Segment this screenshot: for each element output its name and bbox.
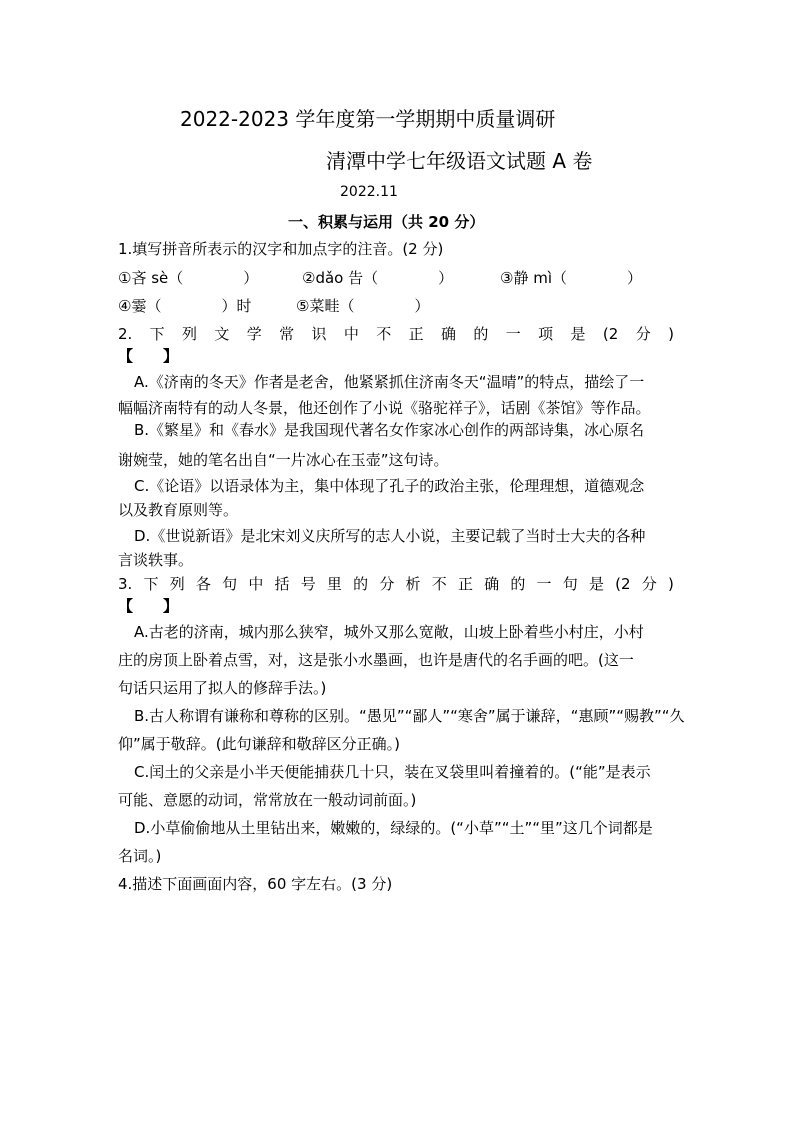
q1-blank-3: ③静 mì（ ） <box>500 269 642 287</box>
q1-blank-4: ④霎（ ）时 <box>118 297 252 315</box>
q2-option-a-line1: A.《济南的冬天》作者是老舍，他紧紧抓住济南冬天“温晴”的特点，描绘了一 <box>134 373 645 391</box>
exam-subtitle: 清潭中学七年级语文试题 A 卷 <box>326 149 593 173</box>
question-2-stem: 2. 下 列 文 学 常 识 中 不 正 确 的 一 项 是 (2 分 ) <box>118 325 674 343</box>
q2-option-b-line1: B.《繁星》和《春水》是我国现代著名女作家冰心创作的两部诗集，冰心原名 <box>134 421 645 439</box>
q3-option-a-line1: A.古老的济南，城内那么狭窄，城外又那么宽敞，山坡上卧着些小村庄，小村 <box>134 623 644 641</box>
q1-blank-1: ①吝 sè（ ） <box>118 269 259 287</box>
q3-answer-bracket: 【 】 <box>118 597 179 615</box>
q2-option-c-line2: 以及教育原则等。 <box>118 501 239 519</box>
section-heading: 一、积累与运用（共 20 分） <box>288 213 485 231</box>
q2-option-b-line2: 谢婉莹，她的笔名出自“一片冰心在玉壶”这句诗。 <box>118 451 449 469</box>
q2-option-c-line1: C.《论语》以语录体为主，集中体现了孔子的政治主张，伦理理想，道德观念 <box>134 477 645 495</box>
q1-blank-5: ⑤菜畦（ ） <box>296 297 430 315</box>
question-1-stem: 1.填写拼音所表示的汉字和加点字的注音。(2 分) <box>118 240 444 258</box>
q2-option-a-line2: 幅幅济南特有的动人冬景，他还创作了小说《骆驼祥子》，话剧《茶馆》等作品。 <box>118 399 651 417</box>
q3-option-a-line3: 句话只运用了拟人的修辞手法。) <box>118 679 327 697</box>
question-4-stem: 4.描述下面画面内容，60 字左右。(3 分) <box>118 875 393 893</box>
q2-answer-bracket: 【 】 <box>118 347 179 365</box>
exam-title: 2022-2023 学年度第一学期期中质量调研 <box>180 107 556 131</box>
q2-option-d-line1: D.《世说新语》是北宋刘义庆所写的志人小说，主要记载了当时士大夫的各种 <box>134 527 646 545</box>
q3-option-b-line2: 仰”属于敬辞。(此句谦辞和敬辞区分正确。) <box>118 735 400 753</box>
q3-option-d-line1: D.小草偷偷地从土里钻出来，嫩嫩的，绿绿的。(“小草”“土”“里”这几个词都是 <box>134 819 653 837</box>
q2-option-d-line2: 言谈轶事。 <box>118 551 194 569</box>
q3-option-a-line2: 庄的房顶上卧着点雪，对，这是张小水墨画，也许是唐代的名手画的吧。(这一 <box>118 651 634 669</box>
exam-date: 2022.11 <box>340 184 398 200</box>
q3-option-c-line1: C.闰土的父亲是小半天便能捕获几十只，装在叉袋里叫着撞着的。(“能”是表示 <box>134 763 651 781</box>
q3-option-b-line1: B.古人称谓有谦称和尊称的区别。“愚见”“鄙人”“寒舍”属于谦辞，“惠顾”“赐教”“久 <box>134 707 685 725</box>
q3-option-d-line2: 名词。) <box>118 847 162 865</box>
q1-blank-2: ②dǎo 告（ ） <box>302 269 454 287</box>
question-3-stem: 3. 下 列 各 句 中 括 号 里 的 分 析 不 正 确 的 一 句 是 (2 分 ) <box>118 575 674 593</box>
q3-option-c-line2: 可能、意愿的动词，常常放在一般动词前面。) <box>118 791 417 809</box>
